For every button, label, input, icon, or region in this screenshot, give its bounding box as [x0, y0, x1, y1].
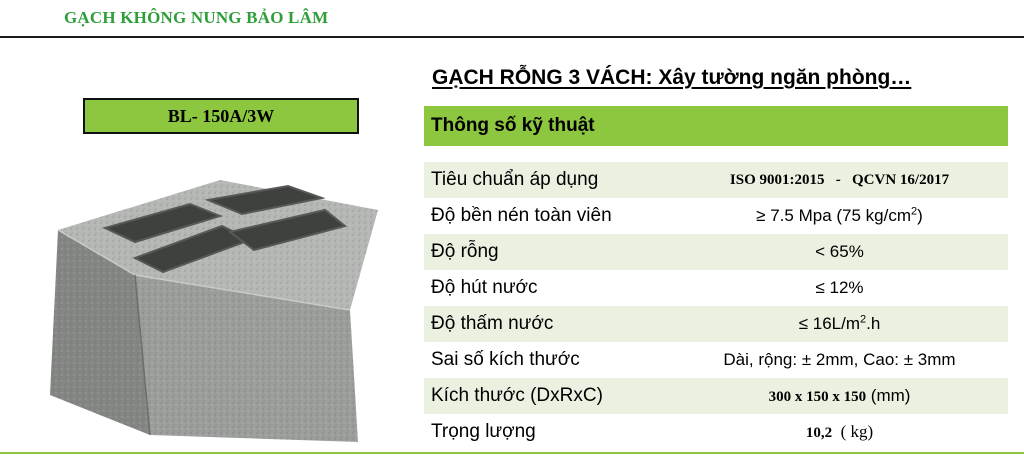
spec-row-absorption [424, 270, 1008, 306]
hollow-brick-image [40, 180, 390, 445]
spec-header-label: Thông số kỹ thuật [431, 115, 595, 136]
header-divider [0, 36, 1024, 38]
spec-table [424, 162, 1008, 450]
spec-row-tolerance [424, 342, 1008, 378]
spec-value: ISO 9001:2015 - QCVN 16/2017 [729, 171, 950, 188]
brand-name: GẠCH KHÔNG NUNG BẢO LÂM [64, 8, 329, 27]
footer-divider [0, 452, 1024, 454]
spec-value: ≤ 12% [815, 278, 864, 297]
spec-value: 10,2 ( kg) [805, 422, 874, 441]
product-code-box [83, 98, 359, 134]
spec-value: ≥ 7.5 Mpa (75 $kg/cm^2$) [756, 205, 923, 225]
spec-label: Tiêu chuẩn áp dụng [431, 169, 599, 190]
spec-label: Độ bền nén toàn viên [431, 205, 612, 226]
spec-value: Dài, rộng: ± 2mm, Cao: ± 3mm [723, 350, 956, 369]
spec-row-strength [424, 198, 1008, 234]
spec-label: Kích thước (DxRxC) [431, 385, 603, 406]
spec-row-dimensions [424, 378, 1008, 414]
product-code: BL- 150A/3W [167, 105, 275, 126]
spec-value: < 65% [815, 242, 864, 261]
spec-row-permeability [424, 306, 1008, 342]
spec-row-standard [424, 162, 1008, 198]
spec-label: Độ thấm nước [431, 313, 554, 334]
spec-label: Trọng lượng [431, 421, 536, 442]
spec-value: ≤ $16L/m^2.h$ [798, 313, 881, 333]
product-title: GẠCH RỖNG 3 VÁCH: Xây tường ngăn phòng… [432, 66, 912, 89]
spec-value: 300 x 150 x 150 (mm) [768, 386, 911, 405]
spec-header [424, 106, 1008, 146]
spec-row-porosity [424, 234, 1008, 270]
spec-label: Độ rỗng [431, 241, 499, 262]
spec-row-weight [424, 414, 1008, 450]
spec-label: Độ hút nước [431, 277, 538, 298]
spec-label: Sai số kích thước [431, 349, 580, 370]
